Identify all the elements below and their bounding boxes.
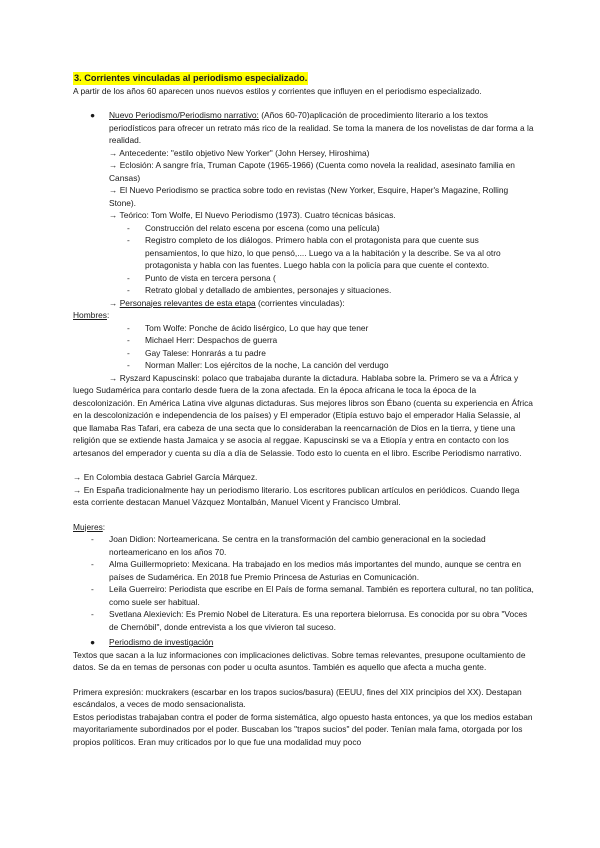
nuevo-arrows xyxy=(73,147,535,222)
investigacion-p1: Textos que sacan a la luz informaciones con implicaciones delictivas. Sobre temas relevantes, presupone ocultamiento de datos. Se da en temas de personas con poder u oculta asuntos. También es aquello que afecta a mucha gente. xyxy=(73,649,526,672)
investigacion-p3: Estos periodistas trabajaban contra el poder de forma sistemática, algo opuesto hasta entonces, ya que los medios estaban mayoritariamente subordinados por el poder. Buscaban los "trapos sucios" del poder. Tenían mala fama, otorgada por los propios políticos. Eran muy criticados por lo que fue una modalidad muy poco xyxy=(73,711,533,747)
list-item: - Construcción del relato escena por escena (como una película) xyxy=(127,222,380,233)
list-item: - Leila Guerreiro: Periodista que escribe en El País de forma semanal. También es reportera cultural, no tan política, como suele ser habitual. xyxy=(91,584,534,607)
colombia-line: → En Colombia destaca Gabriel García Márquez. xyxy=(73,472,258,482)
list-item: - Registro completo de los diálogos. Primero habla con el protagonista para que cuente sus pensamientos, lo que hizo, lo que pensó,.... Luego va a la habitación y la describe. Se va al otro protagonista y habla con las fuentes. Luego habla con la policía para que cuente el contexto. xyxy=(127,235,501,270)
nuevo-periodismo-bullet xyxy=(73,109,535,147)
mujeres-list xyxy=(73,533,535,633)
arrow-line: → Antecedente: "estilo objetivo New Yorker" (John Hersey, Hiroshima) xyxy=(109,147,370,158)
list-item: - Retrato global y detallado de ambientes, personajes y situaciones. xyxy=(127,285,392,295)
bullet-icon: ● xyxy=(90,637,96,647)
investigacion-bullet xyxy=(73,636,535,649)
list-item: - Joan Didion: Norteamericana. Se centra en la transformación del cambio generacional en la sociedad norteamericano en los años 70. xyxy=(91,534,486,557)
tecnicas-list xyxy=(73,222,535,297)
document-page xyxy=(73,72,535,748)
intro-paragraph: A partir de los años 60 aparecen unos nuevos estilos y corrientes que influyen en el periodismo especializado. xyxy=(73,85,482,96)
list-item: - Gay Talese: Honrarás a tu padre xyxy=(127,347,266,358)
investigacion-label: Periodismo de investigación xyxy=(109,637,214,647)
list-item: - Svetlana Alexievich: Es Premio Nobel de Literatura. Es una reportera bielorrusa. Es conocida por su obra "Voces de Chernóbil", donde entrevista a los que vivieron tal suceso. xyxy=(91,609,528,632)
nuevo-periodismo-label: Nuevo Periodismo/Periodismo narrativo: xyxy=(109,110,259,120)
list-item: - Norman Maller: Los ejércitos de la noche, La canción del verdugo xyxy=(127,360,389,370)
nuevo-periodismo-text: (Años 60-70)aplicación de procedimiento literario a los textos periodísticos para ofrecer un retrato más rico de la realidad. Se toma la manera de los novelistas de dar forma a la realidad. xyxy=(109,110,534,145)
list-item: - Alma Guillermoprieto: Mexicana. Ha trabajado en los medios más importantes del mundo, aunque se centra en países de Sudamérica. En 2018 fue Premio Princesa de Asturias en Comunicación. xyxy=(91,559,521,582)
personajes-line: → Personajes relevantes de esta etapa (corrientes vinculadas): xyxy=(109,297,345,308)
arrow-line: → El Nuevo Periodismo se practica sobre todo en revistas (New Yorker, Esquire, Haper's Magazine, Rolling Stone). xyxy=(109,185,509,208)
bullet-icon: ● xyxy=(90,110,96,120)
hombres-list xyxy=(73,322,535,372)
section-heading xyxy=(73,72,535,85)
list-item: - Punto de vista en tercera persona ( xyxy=(127,272,276,283)
personajes-label: Personajes relevantes de esta etapa xyxy=(119,297,256,308)
list-item: - Michael Herr: Despachos de guerra xyxy=(127,335,278,345)
kapuscinski-paragraph: → Ryszard Kapuscinski: polaco que trabajaba durante la dictadura. Hablaba sobre la. Primero se va a África y luego Sudamérica para contarlo desde fuera de la zona afectada. En la época africana le toca la época de la descolonización. En América Latina vive algunas dictaduras. Sus mejores libros son Ébano (cuenta su experiencia en África en la descolonización e independencia de los países) y El emperador (Etipía estuvo bajo el emperador Halia Selassie, al que llamaba Ras Tafari, era cabeza de una secta que lo consideraban la reencarnación de Dios en la tierra, y tiene una religión que se extiende hasta Jamaica y se asocia al reggae. Kapuscinski se va a Etiopía y entra en contacto con los artesanos del emperador y cuenta su día a día de Selassie. Todo esto lo cuenta en el libro. Escribe Periodismo narrativo. xyxy=(73,372,533,458)
section-title: 3. Corrientes vinculadas al periodismo especializado. xyxy=(74,73,308,83)
arrow-line: → Teórico: Tom Wolfe, El Nuevo Periodismo (1973). Cuatro técnicas básicas. xyxy=(109,210,396,220)
arrow-line: → Eclosión: A sangre fría, Truman Capote (1965-1966) (Cuenta como novela la realidad, asesinato familia en Cansas) xyxy=(109,160,515,183)
mujeres-heading: Mujeres: xyxy=(73,521,106,532)
investigacion-p2: Primera expresión: muckrakers (escarbar en los trapos sucios/basura) (EEUU, fines del XIX principios del XX). Destapan escándalos, a veces de modo sensacionalista. xyxy=(73,686,522,709)
list-item: - Tom Wolfe: Ponche de ácido lisérgico, Lo que hay que tener xyxy=(127,322,369,333)
espana-paragraph: → En España tradicionalmente hay un periodismo literario. Los escritores publican artículos en periódicos. Cuando llega esta corriente destacan Manuel Vázquez Montalbán, Manuel Vicent y Francisco Umbral. xyxy=(73,484,520,507)
hombres-heading: Hombres: xyxy=(73,310,110,320)
